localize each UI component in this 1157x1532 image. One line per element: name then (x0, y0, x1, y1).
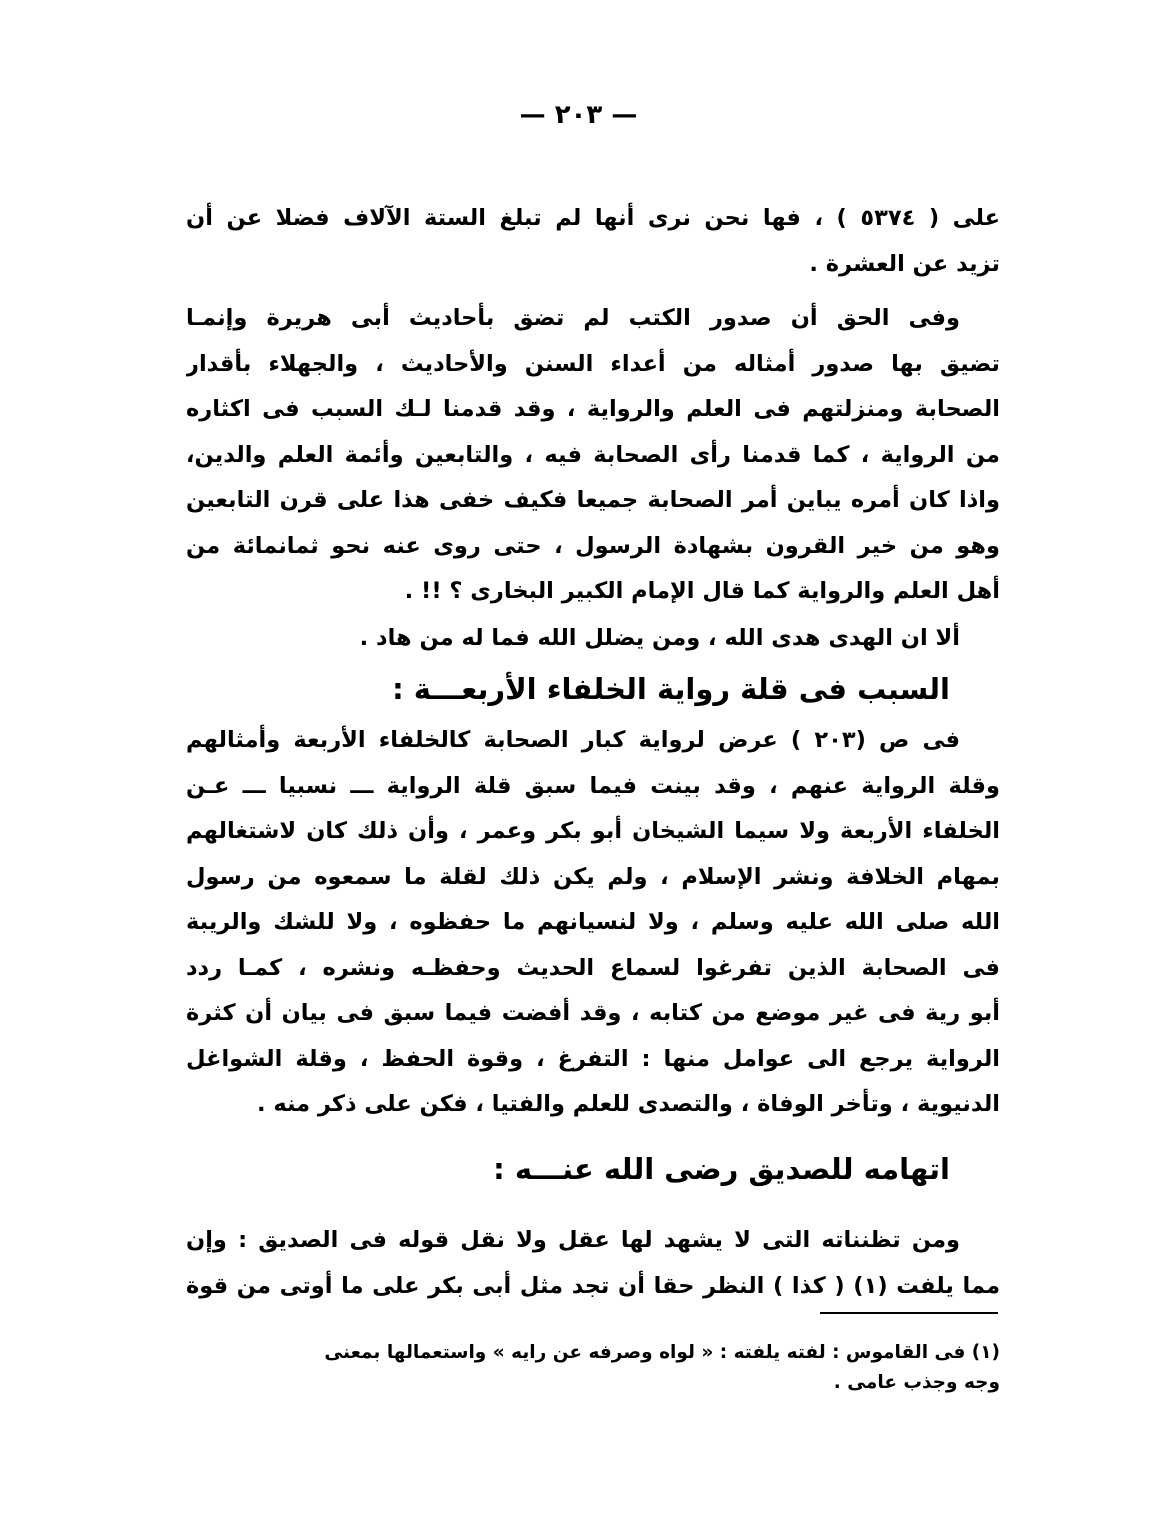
text-line: الرواية يرجع الى عوامل منها : التفرغ ، وقوة الحفظ ، وقلة الشواغل (186, 1045, 1000, 1072)
text-line: الدنيوية ، وتأخر الوفاة ، والتصدى للعلم والفتيا ، فكن على ذكر منه . (256, 1091, 1000, 1117)
text-line: مما يلفت (١) ( كذا ) النظر حقا أن تجد مثل أبى بكر على ما أوتى من قوة (186, 1272, 1000, 1299)
text-line: أهل العلم والرواية كما قال الإمام الكبير البخارى ؟ !! . (404, 578, 1000, 604)
text-line: على ( ٥٣٧٤ ) ، فها نحن نرى أنها لم تبلغ الستة الآلاف فضلا عن أن (186, 205, 1000, 231)
paragraph-continuation (186, 196, 1000, 287)
paragraph-guidance (186, 616, 1000, 662)
text-line: تضيق بها صدور أمثاله من أعداء السنن والأحاديث ، والجهلاء بأقدار (186, 350, 1000, 377)
paragraph-four-caliphs (186, 718, 1000, 1128)
text-line: أبو رية فى غير موضع من كتابه ، وقد أفضت فيما سبق فى بيان أن كثرة (186, 1000, 1000, 1026)
footnote (186, 1338, 1000, 1398)
text-line: وقلة الرواية عنهم ، وقد بينت فيما سبق قلة الرواية ـــ نسبيا ـــ عـن (186, 772, 1000, 799)
text-line: بمهام الخلافة ونشر الإسلام ، ولم يكن ذلك لقلة ما سمعوه من رسول (186, 863, 1000, 890)
text-line: وهو من خير القرون بشهادة الرسول ، حتى روى عنه نحو ثمانمائة من (186, 532, 1000, 559)
text-line: ومن تظنناته التى لا يشهد لها عقل ولا نقل قوله فى الصديق : وإن (186, 1227, 960, 1253)
text-line: فى ص (٢٠٣ ) عرض لرواية كبار الصحابة كالخلفاء الأربعة وأمثالهم (186, 727, 961, 753)
footnote-line: (١) فى القاموس : لفته يلفته : « لواه وصرفه عن رايه » واستعمالها بمعنى (324, 1342, 1000, 1363)
paragraph-siddiq (186, 1218, 1000, 1309)
paragraph-abu-hurayra (186, 296, 1000, 615)
text-line: فى الصحابة الذين تفرغوا لسماع الحديث وحفظـه ونشره ، كمـا ردد (186, 954, 1000, 981)
text-line: الله صلى الله عليه وسلم ، ولا لنسيانهم ما حفظوه ، ولا للشك والريبة (186, 909, 1000, 935)
text-line: واذا كان أمره يباين أمر الصحابة جميعا فكيف خفى هذا على قرن التابعين (186, 487, 1000, 513)
text-line: من الرواية ، كما قدمنا رأى الصحابة فيه ، والتابعين وأئمة العلم والدين، (186, 441, 1000, 468)
section-heading-four-caliphs: السبب فى قلة رواية الخلفاء الأربعـــة : (392, 672, 950, 706)
footnote-divider (820, 1312, 998, 1314)
text-line: ألا ان الهدى هدى الله ، ومن يضلل الله فما له من هاد . (359, 625, 960, 651)
text-line: تزيد عن العشرة . (809, 250, 1000, 277)
text-line: الخلفاء الأربعة ولا سيما الشيخان أبو بكر وعمر ، وأن ذلك كان لاشتغالهم (186, 818, 1000, 844)
text-line: الصحابة ومنزلتهم فى العلم والرواية ، وقد قدمنا لـك السبب فى اكثاره (186, 396, 1000, 422)
text-line: وفى الحق أن صدور الكتب لم تضق بأحاديث أبى هريرة وإنمـا (186, 305, 960, 331)
section-heading-siddiq: اتهامه للصديق رضى الله عنـــه : (493, 1152, 950, 1186)
page-number: — ٢٠٣ — (519, 100, 638, 130)
footnote-line: وجه وجذب عامى . (833, 1372, 1000, 1393)
